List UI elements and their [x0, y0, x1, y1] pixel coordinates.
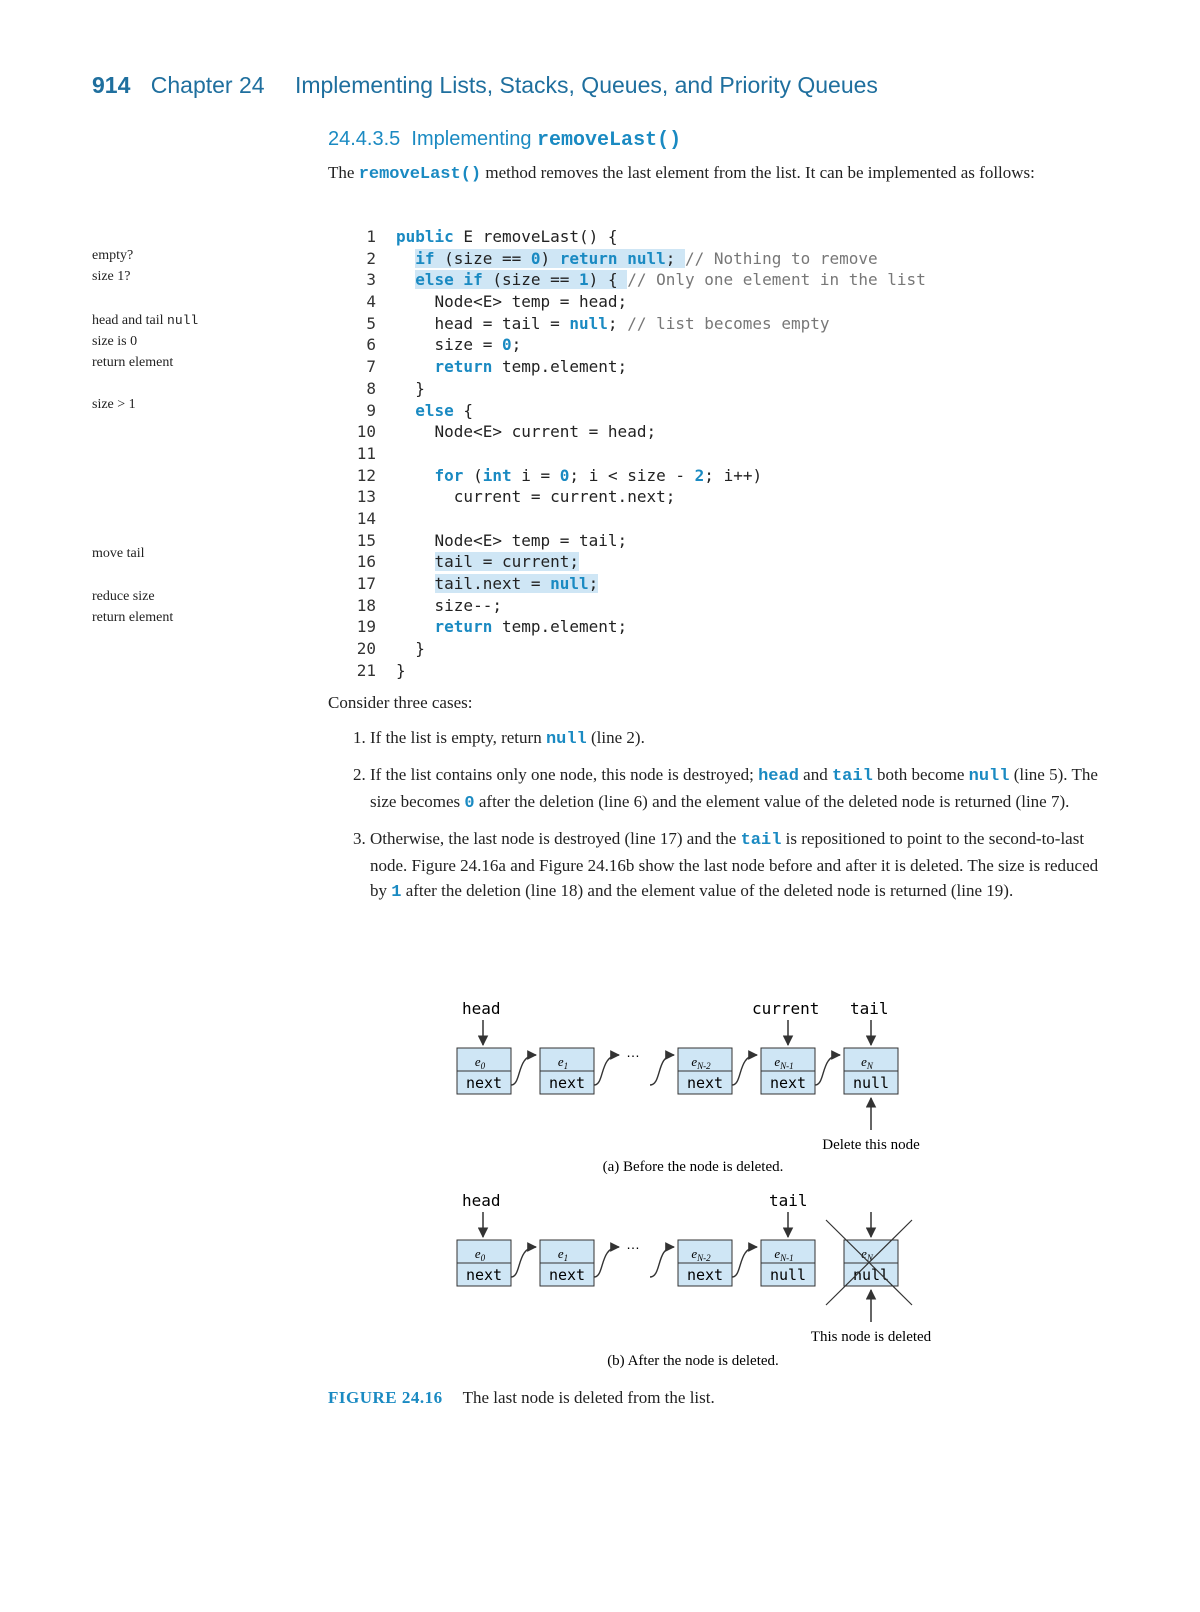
code-line: [352, 486, 926, 508]
node-subscript: N-2: [697, 1061, 711, 1071]
case-text: after the deletion (line 18) and the element value of the deleted node is returned (line 19).: [401, 881, 1014, 900]
line-number: 13: [356, 487, 376, 507]
caption-a: (a) Before the node is deleted.: [602, 1159, 784, 1175]
figure-caption: [328, 1388, 715, 1408]
node-e0: [457, 1240, 511, 1286]
section-number: 24.4.3.5: [328, 128, 401, 150]
line-number: 2: [366, 248, 376, 268]
line-number: 12: [356, 465, 376, 485]
keyword: return null: [559, 248, 666, 268]
comment: // Only one element in the list: [627, 270, 926, 290]
intro-text-2: method removes the last element from the list. It can be implemented as follows:: [481, 163, 1035, 182]
line-number: 6: [366, 335, 376, 355]
node-eN-1: [761, 1048, 815, 1094]
node-eN-2: [678, 1240, 732, 1286]
figure-part-b: [457, 1191, 932, 1369]
code-text: size =: [434, 335, 502, 355]
keyword: int: [482, 465, 512, 485]
line-number: 7: [366, 357, 376, 377]
keyword: null: [550, 574, 589, 593]
case-1: [370, 725, 1103, 752]
node-value: e: [557, 1246, 564, 1261]
literal: 0: [559, 465, 570, 485]
node-value: e: [474, 1246, 481, 1261]
code-term: 0: [464, 794, 475, 813]
node-subscript: N-1: [780, 1253, 794, 1263]
literal: 2: [694, 465, 705, 485]
keyword: if: [415, 248, 435, 268]
margin-note-return2: return element: [92, 610, 174, 625]
ellipsis: …: [626, 1236, 640, 1252]
code-text: ;: [607, 313, 628, 333]
line-number: 14: [356, 508, 376, 528]
node-next: next: [686, 1266, 724, 1284]
node-value: e: [861, 1246, 867, 1261]
case-text: is repositioned to point to the second-to-last node. Figure 24.16a and Figure 24.16b show the last node before and after it is deleted. The size is reduced by: [370, 829, 1099, 900]
node-eN-2: [678, 1048, 732, 1094]
code-text: head = tail =: [434, 313, 570, 333]
line-number: 21: [356, 660, 376, 680]
code-line: [352, 638, 926, 660]
code-text: (size ==: [482, 270, 580, 290]
code-text: temp.element;: [492, 357, 628, 377]
line-number: 18: [356, 595, 376, 615]
margin-note-return1: return element: [92, 355, 174, 370]
margin-note-size0: size is 0: [92, 334, 138, 349]
margin-note-size1: size 1?: [92, 269, 131, 284]
line-number: 17: [356, 574, 376, 593]
node-value: e: [691, 1246, 698, 1261]
case-text: Otherwise, the last node is destroyed (line 17) and the: [370, 829, 741, 848]
code-text: }: [415, 378, 425, 398]
node-subscript: 0: [480, 1061, 486, 1071]
code-term: null: [968, 767, 1010, 786]
margin-note-reduce: reduce size: [92, 589, 155, 604]
highlight: [415, 249, 685, 268]
case-2: [370, 762, 1103, 816]
node-subscript: N: [866, 1253, 873, 1263]
node-value: e: [861, 1054, 867, 1069]
keyword: null: [569, 313, 608, 333]
code-text: i =: [511, 465, 560, 485]
case-text: both become: [872, 765, 969, 784]
line-number: 16: [356, 552, 376, 572]
code-line: [352, 660, 926, 682]
line-number: 1: [366, 227, 376, 246]
node-value: e: [691, 1054, 698, 1069]
margin-note-null: null: [167, 313, 199, 328]
code-text: Node<E> temp = tail;: [434, 530, 628, 550]
node-next: next: [686, 1074, 724, 1092]
code-line: [352, 616, 926, 638]
node-next: next: [465, 1266, 503, 1284]
line-number: 5: [366, 313, 376, 333]
code-text: Node<E> temp = head;: [434, 292, 628, 312]
node-subscript: 1: [563, 1061, 569, 1071]
code-text: ; i < size -: [569, 465, 695, 485]
code-line: [352, 226, 926, 248]
keyword: else: [415, 400, 454, 420]
code-text: (: [463, 465, 483, 485]
node-eN: [844, 1048, 898, 1094]
cases-section: [328, 690, 1103, 915]
figure-caption-text: The last node is deleted from the list.: [462, 1388, 715, 1407]
case-text: after the deletion (line 6) and the element value of the deleted node is returned (line 7).: [474, 792, 1070, 811]
margin-note-size-gt1: size > 1: [92, 397, 136, 412]
node-value: e: [474, 1054, 481, 1069]
current-label: current: [752, 999, 820, 1018]
figure-part-a: [457, 999, 920, 1175]
code-term: 1: [391, 883, 402, 902]
code-line: [352, 334, 926, 356]
literal: 0: [530, 248, 541, 268]
head-label: head: [462, 999, 501, 1018]
keyword: else if: [415, 270, 483, 290]
case-text: If the list is empty, return: [370, 728, 546, 747]
node-e1: [540, 1240, 594, 1286]
chapter-label: Chapter 24: [150, 72, 265, 98]
node-null: null: [852, 1074, 890, 1092]
literal: 0: [501, 335, 512, 355]
code-line: [352, 248, 926, 270]
highlight: [435, 574, 599, 593]
node-null: null: [769, 1266, 807, 1284]
code-text: (size ==: [434, 248, 531, 268]
margin-note-empty: empty?: [92, 248, 134, 263]
line-number: 9: [366, 400, 376, 420]
intro-method: removeLast(): [358, 165, 482, 184]
tail-label: tail: [850, 999, 889, 1018]
node-subscript: N-1: [780, 1061, 794, 1071]
code-text: ;: [665, 248, 685, 268]
code-line: [352, 508, 926, 530]
margin-note-headtail: [92, 313, 198, 329]
keyword: return: [434, 617, 493, 637]
code-line: [352, 595, 926, 617]
code-text: ; i++): [704, 465, 763, 485]
section-title: Implementing: [411, 128, 538, 150]
chapter-title: Implementing Lists, Stacks, Queues, and Priority Queues: [294, 72, 878, 98]
line-number: 4: [366, 292, 376, 312]
node-subscript: 1: [563, 1253, 569, 1263]
code-text: E removeLast() {: [453, 227, 618, 246]
code-term: null: [545, 730, 587, 749]
tail-label: tail: [769, 1191, 808, 1210]
code-term: tail: [831, 767, 873, 786]
code-text: }: [415, 639, 425, 659]
node-eN-deleted: [826, 1220, 912, 1305]
node-next: next: [548, 1074, 586, 1092]
node-e1: [540, 1048, 594, 1094]
node-subscript: 0: [480, 1253, 486, 1263]
node-next: next: [769, 1074, 807, 1092]
line-number: 20: [356, 639, 376, 659]
comment: // Nothing to remove: [685, 248, 878, 268]
cases-lead: Consider three cases:: [328, 693, 473, 712]
node-subscript: N: [866, 1061, 873, 1071]
margin-note-headtail-text: head and tail: [92, 313, 168, 328]
node-next: next: [465, 1074, 503, 1092]
code-line: [352, 291, 926, 313]
code-line: [352, 530, 926, 552]
case-text: If the list contains only one node, this node is destroyed;: [370, 765, 759, 784]
page-number: 914: [92, 72, 131, 98]
line-number: 8: [366, 378, 376, 398]
code-line: [352, 443, 926, 465]
caption-b: (b) After the node is deleted.: [607, 1353, 779, 1369]
keyword: return: [434, 357, 493, 377]
literal: 1: [579, 270, 589, 290]
code-text: {: [453, 400, 474, 420]
code-line: [352, 573, 926, 595]
delete-note: Delete this node: [822, 1137, 920, 1153]
code-text: tail.next =: [434, 574, 551, 593]
code-line: [352, 551, 926, 573]
code-line: [352, 465, 926, 487]
node-e0: [457, 1048, 511, 1094]
code-line: [352, 313, 926, 335]
case-text: (line 5). The size becomes: [370, 765, 1098, 811]
comment: // list becomes empty: [627, 313, 830, 333]
code-line: [352, 356, 926, 378]
cases-list: [328, 725, 1103, 905]
code-text: Node<E> current = head;: [434, 422, 657, 442]
code-line: [352, 400, 926, 422]
code-line: [352, 421, 926, 443]
case-3: [370, 826, 1103, 905]
code-text: }: [396, 660, 406, 680]
code-text: temp.element;: [492, 617, 628, 637]
node-eN-1: [761, 1240, 815, 1286]
ellipsis: …: [626, 1044, 640, 1060]
line-number: 15: [356, 530, 376, 550]
node-value: e: [774, 1054, 781, 1069]
code-text: ;: [588, 574, 599, 593]
node-subscript: N-2: [697, 1253, 711, 1263]
code-line: [352, 269, 926, 291]
head-label: head: [462, 1191, 501, 1210]
figure-label: FIGURE 24.16: [328, 1388, 443, 1407]
code-text: ): [540, 248, 560, 268]
intro-text-1: The: [328, 163, 359, 182]
node-next: next: [548, 1266, 586, 1284]
section-heading: [328, 128, 681, 152]
node-value: e: [774, 1246, 781, 1261]
margin-note-move-tail: move tail: [92, 546, 145, 561]
running-header: [92, 72, 878, 99]
code-text: ;: [511, 335, 522, 355]
line-number: 11: [356, 443, 376, 463]
code-line: [352, 378, 926, 400]
code-term: tail: [740, 831, 782, 850]
code-text: size--;: [434, 595, 502, 615]
code-text: ) {: [588, 270, 628, 290]
linked-list-figure: [440, 995, 960, 1375]
case-text: (line 2).: [586, 728, 645, 747]
line-number: 10: [356, 422, 376, 442]
keyword: for: [434, 465, 464, 485]
case-text: and: [798, 765, 832, 784]
code-text: current = current.next;: [453, 487, 676, 507]
keyword: public: [396, 227, 454, 246]
line-number: 19: [356, 617, 376, 637]
code-listing: [352, 226, 926, 681]
deleted-note: This node is deleted: [810, 1329, 932, 1345]
highlight: [415, 270, 627, 289]
line-number: 3: [366, 270, 376, 290]
section-method: removeLast(): [537, 129, 682, 152]
intro-paragraph: [328, 160, 1103, 187]
code-term: head: [758, 767, 799, 786]
highlight: tail = current;: [434, 552, 580, 572]
node-value: e: [557, 1054, 564, 1069]
node-null: null: [852, 1266, 890, 1284]
